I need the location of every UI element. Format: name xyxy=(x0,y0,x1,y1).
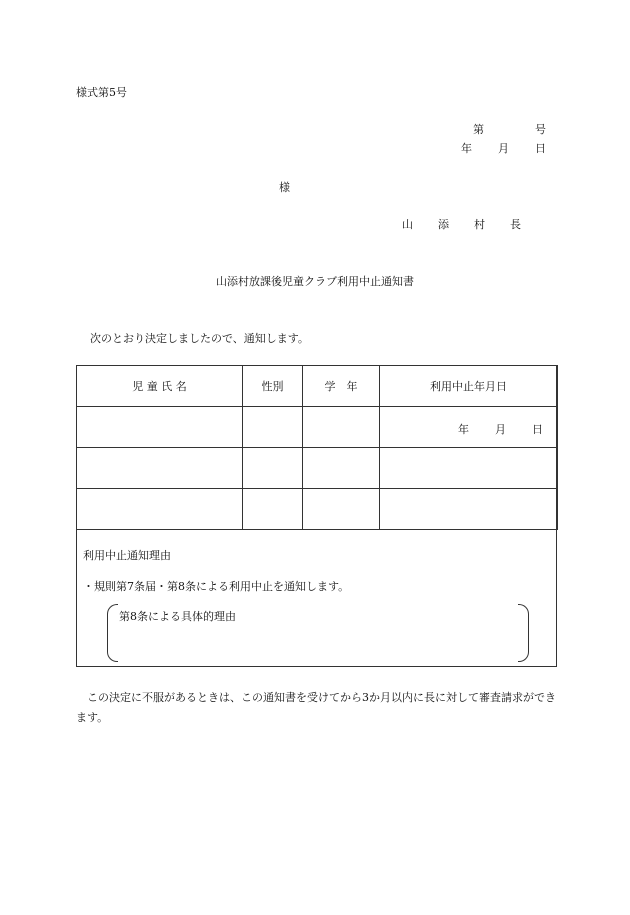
grade-cell[interactable] xyxy=(303,489,380,530)
gender-cell[interactable] xyxy=(243,448,303,489)
header-child-name: 児 童 氏 名 xyxy=(77,366,243,407)
addressee-suffix: 様 xyxy=(279,181,290,194)
header-grade: 学 年 xyxy=(303,366,380,407)
sender-char-3: 村 xyxy=(474,218,485,231)
table-row xyxy=(77,448,558,489)
child-name-cell[interactable] xyxy=(77,407,243,448)
child-name-cell[interactable] xyxy=(77,448,243,489)
grade-cell[interactable] xyxy=(303,448,380,489)
stop-date-month: 月 xyxy=(495,423,506,436)
appeal-notice: この決定に不服があるときは、この通知書を受けてから3か月以内に長に対して審査請求ができます。 xyxy=(76,691,556,724)
date-month: 月 xyxy=(498,142,509,155)
table-row xyxy=(77,407,558,448)
specific-reason-label: 第8条による具体的理由 xyxy=(119,610,236,623)
grade-cell[interactable] xyxy=(303,407,380,448)
stop-date-cell[interactable] xyxy=(380,448,558,489)
reason-heading: 利用中止通知理由 xyxy=(83,549,171,562)
stop-date-cell[interactable] xyxy=(380,407,558,448)
table-header-row xyxy=(77,366,558,407)
child-name-cell[interactable] xyxy=(77,489,243,530)
stop-date-day: 日 xyxy=(532,423,543,436)
stop-date-cell[interactable] xyxy=(380,489,558,530)
gender-cell[interactable] xyxy=(243,489,303,530)
document-title: 山添村放課後児童クラブ利用中止通知書 xyxy=(216,275,414,288)
table-row xyxy=(77,489,558,530)
form-number: 様式第5号 xyxy=(76,86,127,99)
reason-item: ・規則第7条届・第8条による利用中止を通知します。 xyxy=(83,580,350,593)
gender-cell[interactable] xyxy=(243,407,303,448)
specific-reason-bracket[interactable] xyxy=(107,604,529,660)
date-day: 日 xyxy=(535,142,546,155)
children-table xyxy=(76,365,558,530)
number-suffix: 号 xyxy=(535,123,546,136)
header-gender: 性別 xyxy=(243,366,303,407)
sender-char-2: 添 xyxy=(438,218,449,231)
form-box xyxy=(76,365,557,667)
left-bracket xyxy=(107,604,118,662)
stop-date-year: 年 xyxy=(458,423,469,436)
sender-char-4: 長 xyxy=(510,218,521,231)
date-year: 年 xyxy=(461,142,472,155)
intro-text: 次のとおり決定しましたので、通知します。 xyxy=(90,332,309,345)
sender-char-1: 山 xyxy=(402,218,413,231)
header-stop-date: 利用中止年月日 xyxy=(380,366,558,407)
number-prefix: 第 xyxy=(473,123,484,136)
right-bracket xyxy=(518,604,529,662)
